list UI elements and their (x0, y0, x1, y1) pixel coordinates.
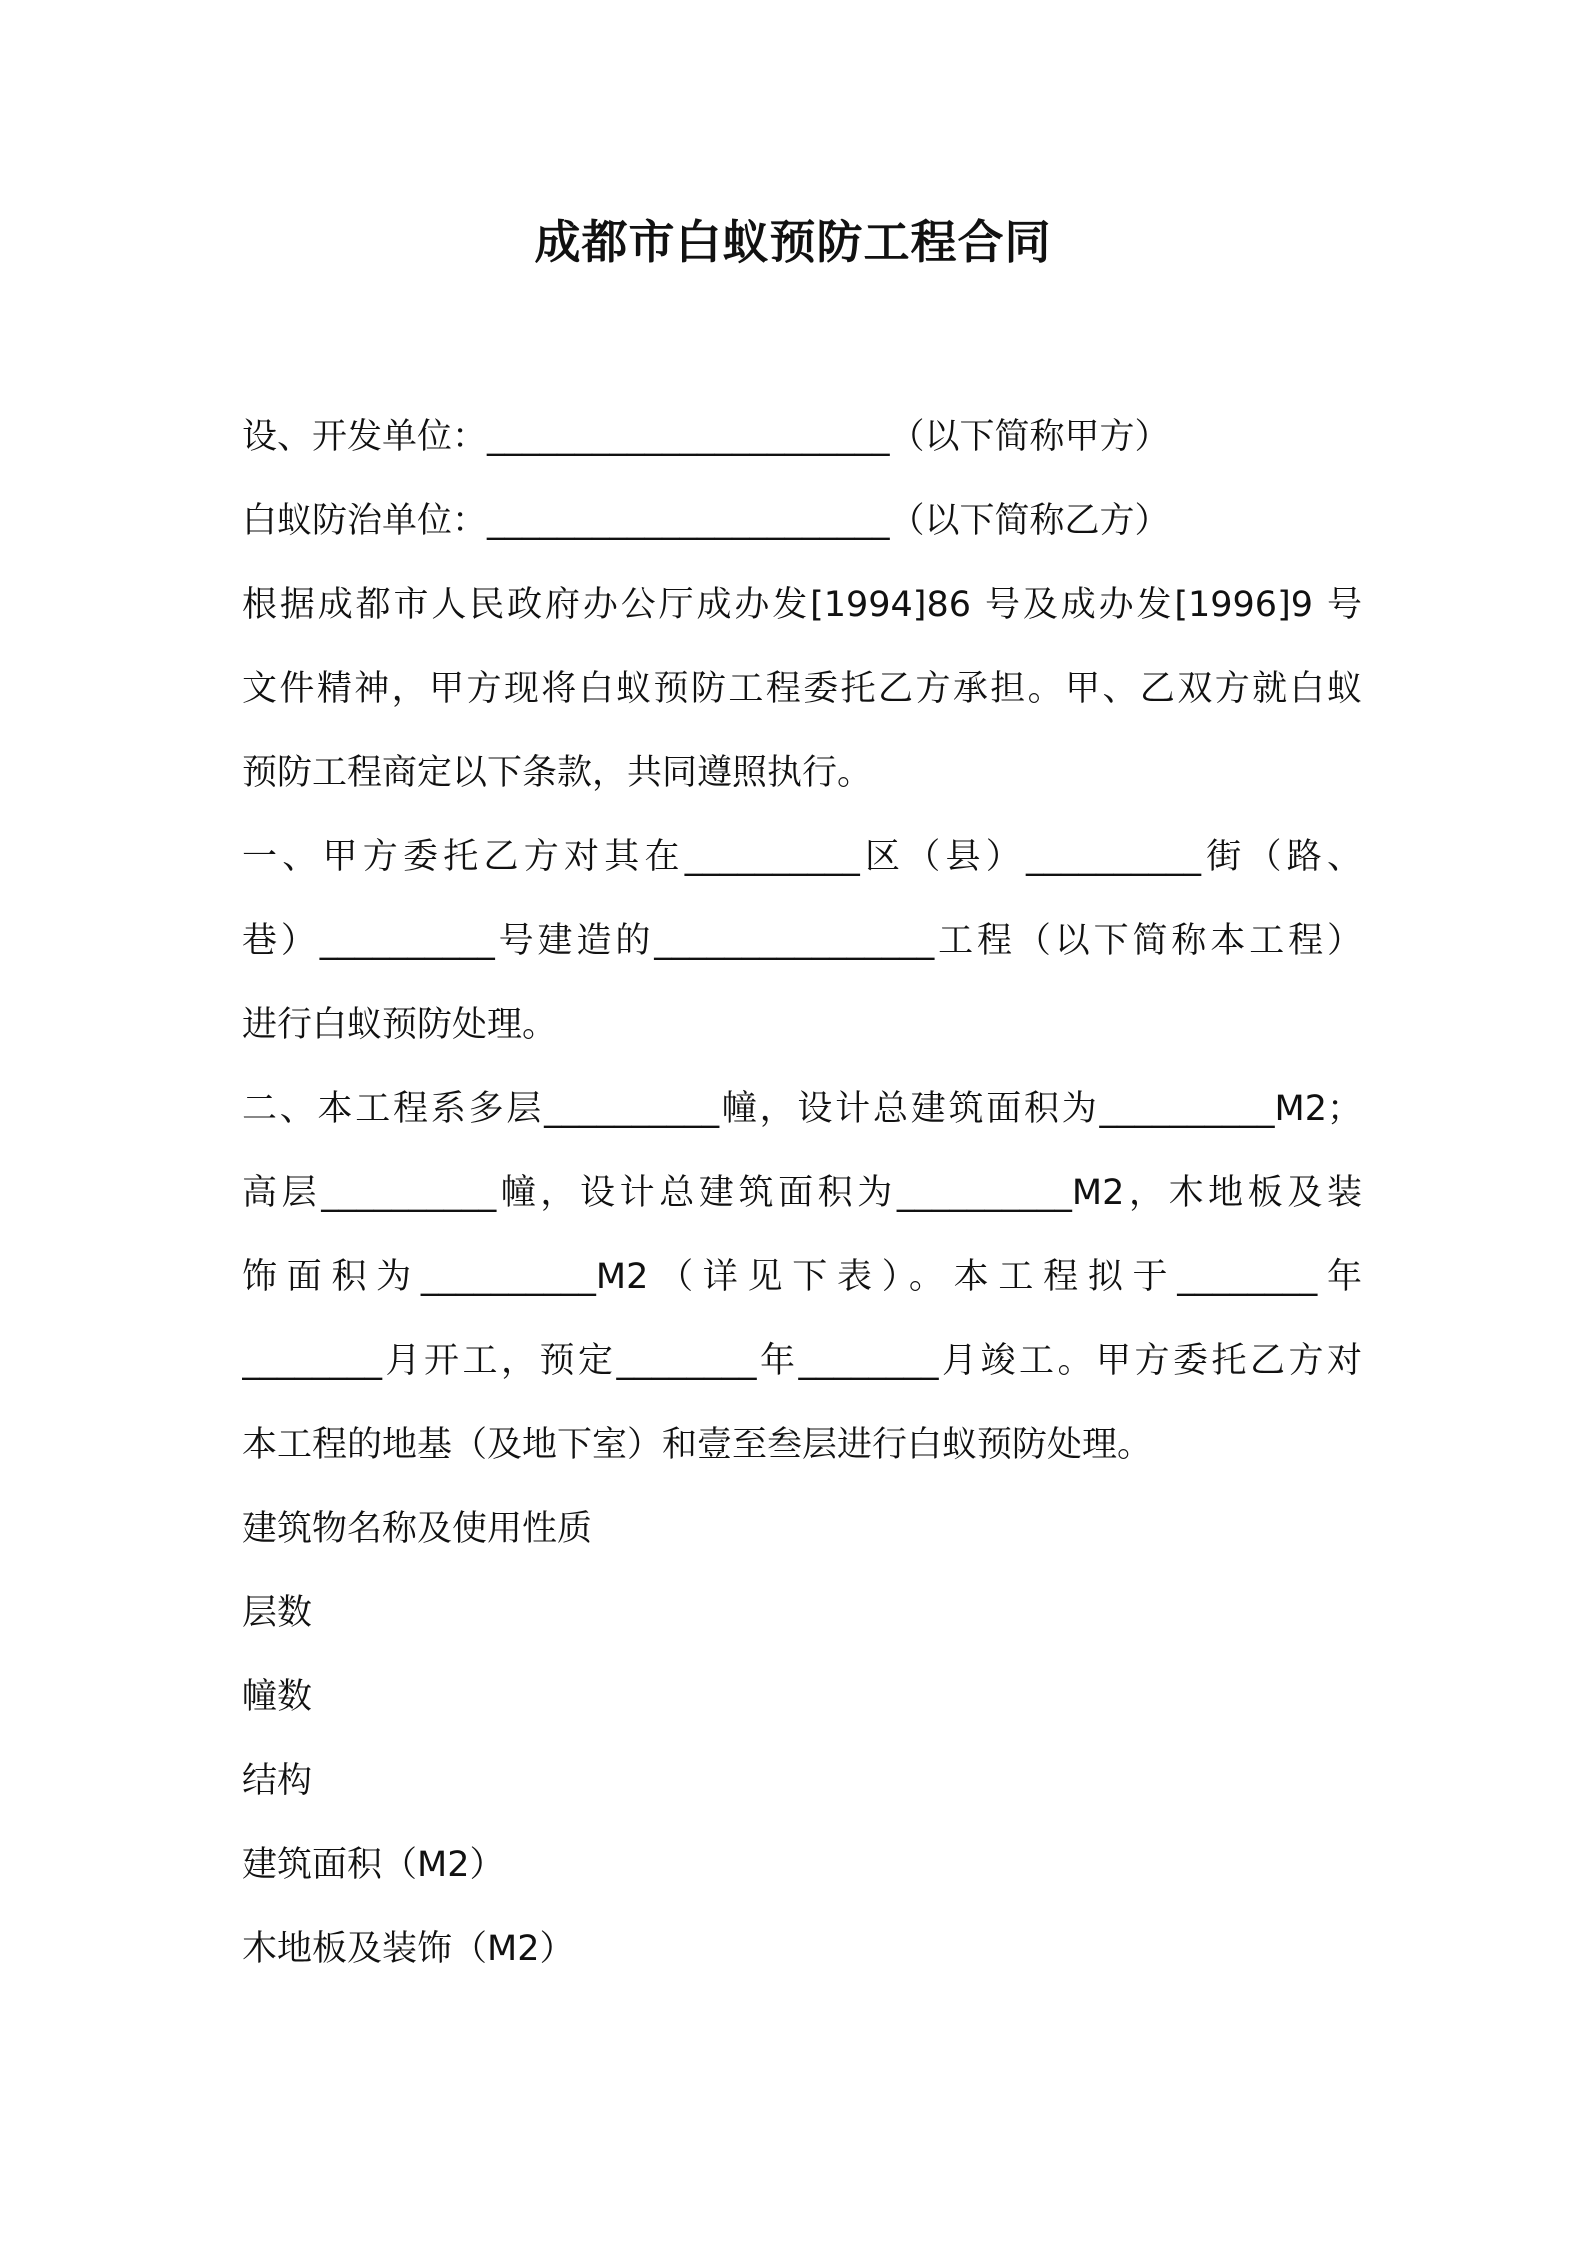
clause-one-line: 一、甲方委托乙方对其在__________区（县）__________街（路、 (242, 837, 1362, 877)
clause-two-line: 饰面积为__________M2（详见下表）。本工程拟于________年 (242, 1257, 1362, 1297)
clause-two-line: 二、本工程系多层__________幢，设计总建筑面积为__________M2； (242, 1089, 1362, 1129)
party-a-line: 设、开发单位：_______________________（以下简称甲方） (242, 417, 1170, 457)
party-b-line: 白蚁防治单位：_______________________（以下简称乙方） (242, 501, 1170, 541)
table-heading-building-name: 建筑物名称及使用性质 (242, 1509, 593, 1549)
paragraph-line: 预防工程商定以下条款，共同遵照执行。 (242, 753, 873, 793)
paragraph-line: 根据成都市人民政府办公厅成办发[1994]86 号及成办发[1996]9 号 (242, 585, 1362, 625)
clause-two-line: 高层__________幢，设计总建筑面积为__________M2，木地板及装 (242, 1173, 1362, 1213)
clause-one-line: 巷）__________号建造的________________工程（以下简称本工程） (242, 921, 1362, 961)
table-heading-structure: 结构 (242, 1761, 313, 1801)
clause-one-line: 进行白蚁预防处理。 (242, 1005, 558, 1045)
clause-two-line: ________月开工，预定________年________月竣工。甲方委托乙方对 (242, 1341, 1362, 1381)
table-heading-area: 建筑面积（M2） (242, 1845, 505, 1885)
table-heading-wood-floor: 木地板及装饰（M2） (242, 1929, 575, 1969)
document-title: 成都市白蚁预防工程合同 (534, 215, 1052, 269)
paragraph-line: 文件精神，甲方现将白蚁预防工程委托乙方承担。甲、乙双方就白蚁 (242, 669, 1362, 709)
table-heading-buildings: 幢数 (242, 1677, 313, 1717)
table-heading-floors: 层数 (242, 1593, 313, 1633)
clause-two-line: 本工程的地基（及地下室）和壹至叁层进行白蚁预防处理。 (242, 1425, 1153, 1465)
